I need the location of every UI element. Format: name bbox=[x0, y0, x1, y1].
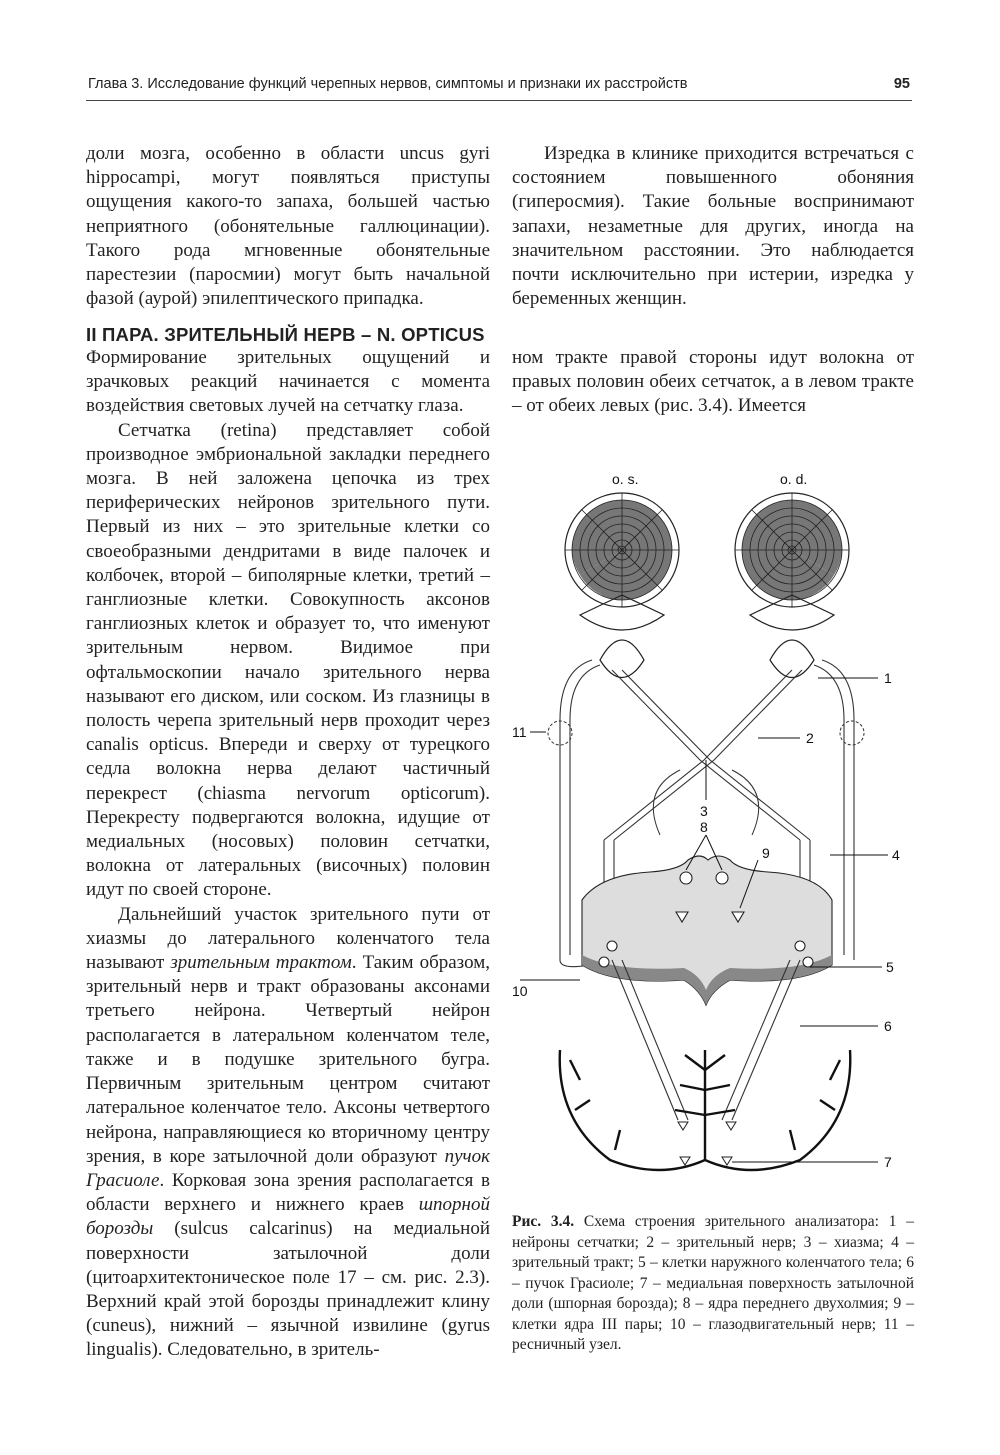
figure-label: Рис. 3.4. bbox=[512, 1213, 575, 1230]
paragraph: Формирование зрительных ощущений и зрачковых реакций начинается с момента воздействия световых лучей на сетчатку глаза. bbox=[86, 347, 490, 417]
label-1: 1 bbox=[884, 670, 892, 686]
figure-caption bbox=[512, 1212, 914, 1356]
running-header bbox=[86, 74, 912, 101]
visual-analyzer-figure bbox=[500, 460, 920, 1190]
left-column-top bbox=[86, 142, 490, 311]
page-number: 95 bbox=[893, 76, 910, 92]
label-5: 5 bbox=[886, 959, 894, 975]
ciliary-ganglia bbox=[548, 721, 864, 745]
eye-label-right: o. d. bbox=[780, 471, 808, 487]
paragraph: ном тракте правой стороны идут волокна от правых половин обеих сетчаток, а в левом тракте – от обеих левых (рис. 3.4). Имеется bbox=[512, 347, 914, 417]
label-3: 3 bbox=[700, 803, 708, 819]
label-4: 4 bbox=[892, 847, 900, 863]
label-8: 8 bbox=[700, 819, 708, 835]
caption-text: Схема строения зрительного анализатора: 1 – нейроны сетчатки; 2 – зрительный нерв; 3 – хиазма; 4 – зрительный тракт; 5 – клетки наружного коленчатого тела; 6 – пучок Грасиоле; 7 – медиальная поверхность затылочной доли (шпорная борозда); 8 – ядра переднего двухолмия; 9 – клетки ядра III пары; 10 – глазодвигательный нерв; 11 – ресничный узел. bbox=[512, 1213, 915, 1353]
label-6: 6 bbox=[884, 1018, 892, 1034]
label-2: 2 bbox=[806, 730, 814, 746]
chapter-title: Глава 3. Исследование функций черепных нервов, симптомы и признаки их расстройств bbox=[88, 76, 688, 92]
cortex-cells bbox=[678, 1122, 736, 1165]
paragraph: Изредка в клинике приходится встречаться с состоянием повышенного обоняния (гиперосмия). Такие больные воспринимают запахи, незаметные для других, иногда на значительном расстоянии. Это наблюдается почти исключительно при истерии, изредка у беременных женщин. bbox=[512, 143, 914, 310]
right-column-middle bbox=[512, 346, 914, 419]
visual-pathway-diagram bbox=[500, 460, 920, 1190]
label-7: 7 bbox=[884, 1154, 892, 1170]
label-9: 9 bbox=[762, 845, 770, 861]
paragraph: доли мозга, особенно в области uncus gyri hippocampi, могут появляться приступы ощущения какого-то запаха, большей частью неприятного (обонятельные галлюцинации). Такого рода мгновенные обонятельные парестезии (паросмии) могут быть начальной фазой (аурой) эпилептического припадка. bbox=[86, 143, 490, 310]
eye-label-left: o. s. bbox=[612, 471, 639, 487]
right-column-top bbox=[512, 142, 914, 311]
visual-field-right bbox=[735, 493, 849, 607]
label-11: 11 bbox=[512, 724, 527, 740]
left-column-main bbox=[86, 346, 490, 1363]
label-10: 10 bbox=[512, 983, 528, 999]
paragraph: Дальнейший участок зрительного пути от хиазмы до латерального коленчатого тела называют зрительным трактом. Таким образом, зрительный нерв и тракт образованы аксонами третьего нейрона. Четвертый нейрон располагается в латеральном коленчатом теле, также и в подушке зрительного бугра. Первичным зрительным центром считают латеральное коленчатое тело. Аксоны четвертого нейрона, направляющиеся ко вторичному центру зрения, в коре затылочной доли образуют пучок Грасиоле. Корковая зона зрения располагается в области верхнего и нижнего краев шпорной борозды (sulcus calcarinus) на медиальной поверхности затылочной доли (цитоархитектоническое поле 17 – см. рис. 2.3). Верхний край этой борозды принадлежит клину (cuneus), нижний – язычной извилине (gyrus lingualis). Следовательно, в зритель- bbox=[86, 903, 490, 1361]
visual-field-left bbox=[565, 493, 679, 607]
section-heading: II ПАРА. ЗРИТЕЛЬНЫЙ НЕРВ – N. OPTICUS bbox=[86, 324, 485, 345]
paragraph: Сетчатка (retina) представляет собой производное эмбриональной закладки переднего мозга. В ней заложена цепочка из трех периферических нейронов зрительного пути. Первый из них – это зрительные клетки со своеобразными дендритами в виде палочек и колбочек, второй – биполярные клетки, третий – ганглиозные клетки. Совокупность аксонов ганглиозных клеток и образует то, что именуют зрительным нервом. Видимое при офтальмоскопии начало зрительного нерва называют его диском, или соском. Из глазницы в полость черепа зрительный нерв проходит через canalis opticus. Впереди и сверху от турецкого седла волокна нерва делают частичный перекрест (chiasma nervorum opticorum). Перекресту подвергаются волокна, идущие от медиальных (носовых) половин сетчатки, волокна от латеральных (височных) половин идут по своей стороне. bbox=[86, 419, 490, 901]
occipital-cortex bbox=[560, 1050, 851, 1170]
